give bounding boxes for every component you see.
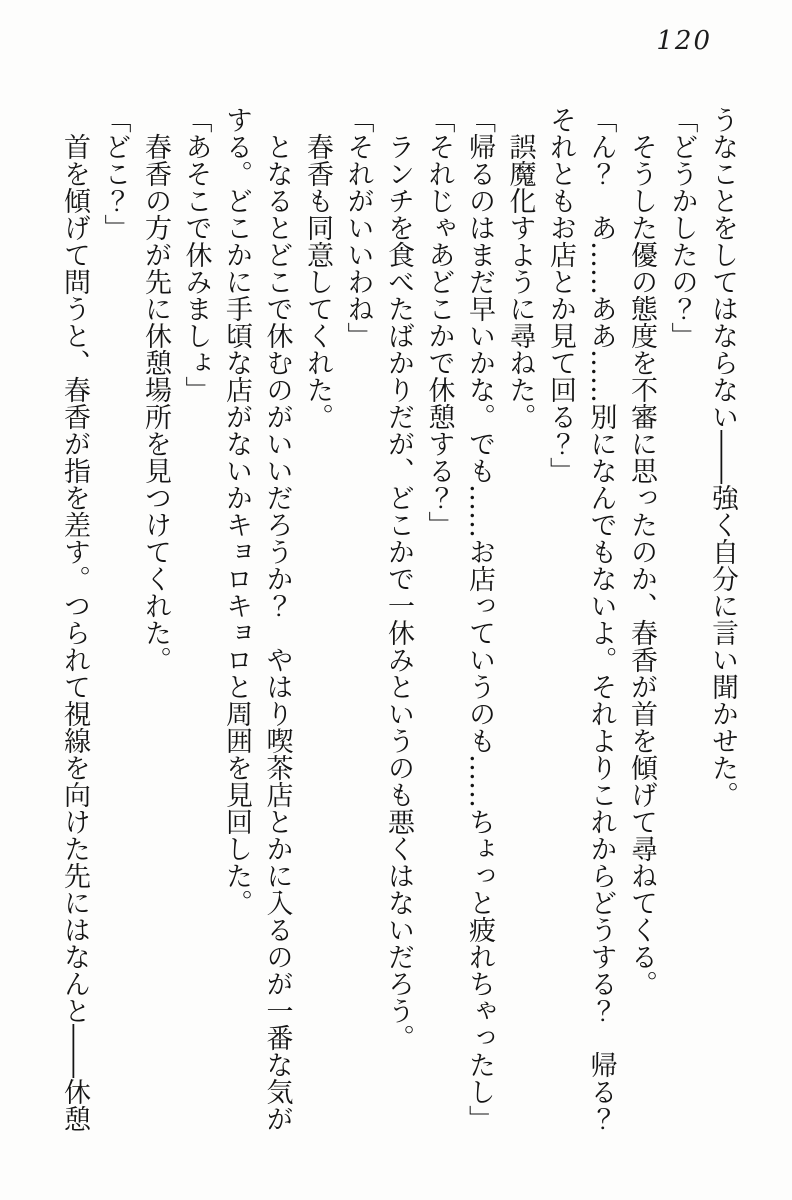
text-line: 「それじゃあどこかで休憩する？」 — [423, 106, 455, 538]
text-line: 誤魔化すように尋ねた。 — [504, 133, 536, 430]
text-body — [48, 106, 742, 1178]
text-line: 「どこ？」 — [99, 106, 131, 241]
text-line: ランチを食べたばかりだが、どこかで一休みというのも悪くはないだろう。 — [383, 133, 414, 1051]
text-line: そうした優の態度を不審に思ったのか、春香が首を傾げて尋ねてくる。 — [626, 133, 657, 997]
text-line: となるとどこで休むのがいいだろうか？ やはり喫茶店とかに入るのが一番な気が — [261, 133, 293, 1132]
text-line: 首を傾げて問うと、春香が指を差す。つられて視線を向けた先にはなんと――休憩 — [59, 133, 90, 1132]
text-line: それともお店とか見て回る？」 — [545, 106, 576, 484]
text-line: 「ん？ あ……ああ……別になんでもないよ。それよりこれからどうする？ 帰る？ — [585, 106, 617, 1132]
text-line: する。どこかに手頃な店がないかキョロキョロと周囲を見回した。 — [221, 106, 252, 916]
page-number: 120 — [656, 26, 712, 56]
text-line: うなことをしてはならない――強く自分に言い聞かせた。 — [707, 106, 738, 808]
text-line: 「どうかしたの？」 — [666, 106, 698, 349]
text-line: 「帰るのはまだ早いかな。でも……お店っていうのも……ちょっと疲れちゃったし」 — [464, 106, 495, 1132]
text-line: 「それがいいわね」 — [342, 106, 374, 349]
text-line: 「あそこで休みましょ」 — [180, 106, 212, 403]
text-line: 春香も同意してくれた。 — [302, 133, 333, 430]
text-line: 春香の方が先に休憩場所を見つけてくれた。 — [140, 133, 171, 673]
